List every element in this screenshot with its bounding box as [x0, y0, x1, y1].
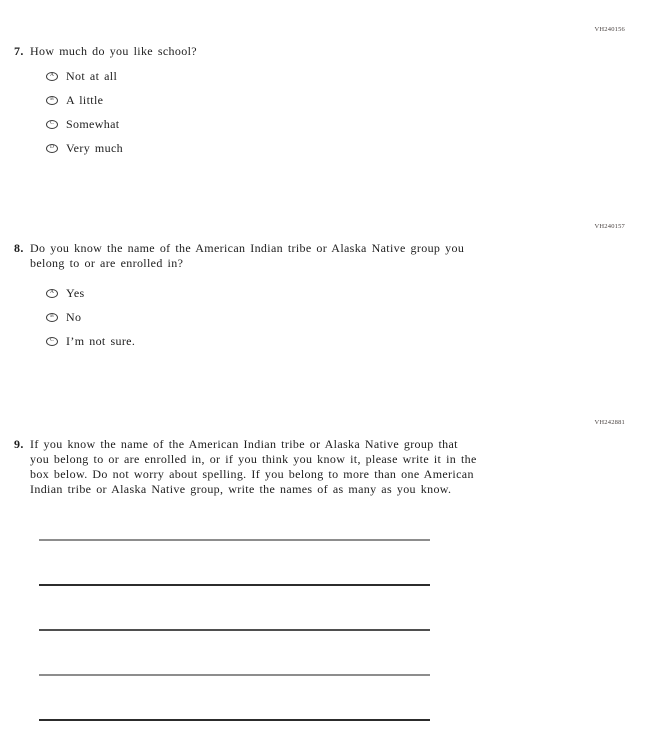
question-7-options: [46, 70, 646, 154]
option-label: A little: [66, 93, 104, 107]
answer-bubble-a-icon[interactable]: [46, 72, 58, 81]
question-7-section: [0, 26, 646, 166]
item-code-q7: VH240156: [594, 26, 625, 33]
item-code-q9: VH242881: [594, 419, 625, 426]
question-8-row: [14, 241, 646, 271]
item-code-q8: VH240157: [594, 223, 625, 230]
question-8-number: 8.: [14, 241, 24, 255]
answer-bubble-b-icon[interactable]: [46, 96, 58, 105]
answer-bubble-b-icon[interactable]: [46, 313, 58, 322]
option-a-little[interactable]: [46, 94, 646, 106]
question-8-section: [0, 223, 646, 359]
write-in-line-3[interactable]: [39, 629, 430, 631]
option-very-much[interactable]: [46, 142, 646, 154]
question-7-text: [30, 44, 510, 59]
question-text-line: belong to or are enrolled in?: [30, 256, 184, 270]
option-not-sure[interactable]: [46, 335, 646, 347]
question-text-line: you belong to or are enrolled in, or if you think you know it, please write it in the: [30, 452, 477, 466]
question-7-row: [14, 44, 646, 59]
question-9-row: [14, 437, 646, 497]
question-9-number: 9.: [14, 437, 24, 451]
option-label: Yes: [66, 286, 85, 300]
option-label: I’m not sure.: [66, 334, 136, 348]
bubble-letter: A: [50, 289, 54, 296]
option-label: Not at all: [66, 69, 118, 83]
question-8-text: [30, 241, 510, 271]
question-text-line: If you know the name of the American Indian tribe or Alaska Native group that: [30, 437, 458, 451]
bubble-letter: C: [50, 337, 54, 344]
question-9-section: [0, 419, 646, 497]
option-no[interactable]: [46, 311, 646, 323]
question-7-number: 7.: [14, 44, 24, 58]
option-not-at-all[interactable]: [46, 70, 646, 82]
option-yes[interactable]: [46, 287, 646, 299]
answer-bubble-a-icon[interactable]: [46, 289, 58, 298]
question-text-line: box below. Do not worry about spelling. If you belong to more than one American: [30, 467, 474, 481]
question-8-options: [46, 287, 646, 347]
option-label: No: [66, 310, 82, 324]
write-in-line-5[interactable]: [39, 719, 430, 721]
bubble-letter: A: [50, 72, 54, 79]
write-in-line-1[interactable]: [39, 539, 430, 541]
write-in-line-4[interactable]: [39, 674, 430, 676]
answer-bubble-d-icon[interactable]: [46, 144, 58, 153]
question-text-line: Indian tribe or Alaska Native group, write the names of as many as you know.: [30, 482, 452, 496]
bubble-letter: C: [50, 120, 54, 127]
bubble-letter: B: [50, 313, 54, 320]
question-text-line: How much do you like school?: [30, 44, 197, 58]
bubble-letter: D: [50, 144, 54, 151]
answer-bubble-c-icon[interactable]: [46, 337, 58, 346]
option-label: Somewhat: [66, 117, 120, 131]
option-label: Very much: [66, 141, 123, 155]
question-9-text: [30, 437, 510, 497]
option-somewhat[interactable]: [46, 118, 646, 130]
answer-bubble-c-icon[interactable]: [46, 120, 58, 129]
write-in-line-2[interactable]: [39, 584, 430, 586]
question-text-line: Do you know the name of the American Indian tribe or Alaska Native group you: [30, 241, 465, 255]
bubble-letter: B: [50, 96, 54, 103]
